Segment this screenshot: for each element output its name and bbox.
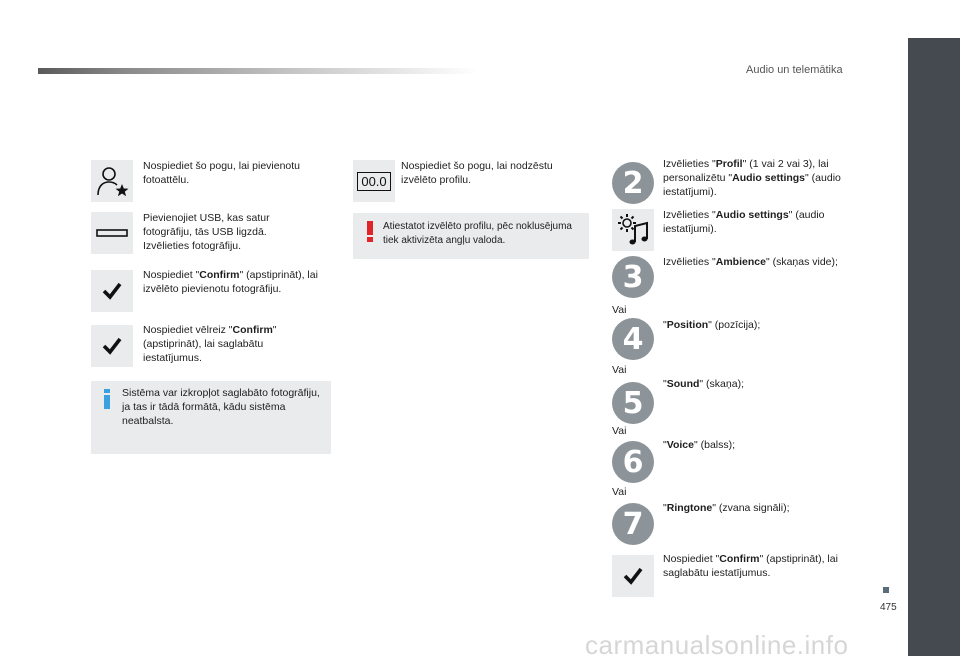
step-confirm-text: Nospiediet "Confirm" (apstiprināt), lai saglabātu iestatījumus. — [663, 553, 838, 579]
header-gradient-bar — [38, 68, 478, 74]
or-label: Vai — [612, 304, 627, 316]
step-sound-text: "Sound" (skaņa); — [663, 378, 744, 390]
step-ambience-text: Izvēlieties "Ambience" (skaņas vide); — [663, 256, 838, 268]
step-number-7: 7 — [612, 503, 654, 545]
step-number-2: 2 — [612, 162, 654, 204]
reset-profile-icon — [353, 160, 395, 202]
or-label: Vai — [612, 364, 627, 376]
usb-instructions-text: Pievienojiet USB, kas satur fotogrāfiju, tās USB ligzdā. Izvēlieties fotogrāfiju. — [143, 212, 270, 252]
watermark: carmanualsonline.info — [585, 630, 849, 660]
step-audio-settings-text: Izvēlieties "Audio settings" (audio iestatījumi). — [663, 209, 825, 235]
page-marker — [883, 587, 889, 593]
checkmark-icon — [91, 325, 133, 367]
step-voice-text: "Voice" (balss); — [663, 439, 736, 451]
profile-star-icon — [91, 160, 133, 202]
add-photo-text: Nospiediet šo pogu, lai pievienotu fotoattēlu. — [143, 160, 301, 186]
sidebar-strip — [908, 38, 960, 656]
warning-note-text: Atiestatot izvēlēto profilu, pēc noklusējuma tiek aktivizēta angļu valoda. — [383, 221, 572, 246]
step-number-4: 4 — [612, 318, 654, 360]
info-note-text: Sistēma var izkropļot saglabāto fotogrāfiju, ja tas ir tādā formātā, kādu sistēma neatbalsta. — [122, 387, 320, 427]
audio-settings-icon — [612, 209, 654, 251]
confirm-photo-text: Nospiediet "Confirm" (apstiprināt), lai izvēlēto pievienotu fotogrāfiju. — [143, 269, 318, 295]
step-number-3: 3 — [612, 256, 654, 298]
step-number-5: 5 — [612, 382, 654, 424]
step-position-text: "Position" (pozīcija); — [663, 319, 761, 331]
checkmark-icon — [91, 270, 133, 312]
confirm-save-text: Nospiediet vēlreiz "Confirm" (apstiprināt), lai saglabātu iestatījumus. — [143, 324, 277, 364]
or-label: Vai — [612, 425, 627, 437]
usb-stick-icon — [91, 212, 133, 254]
warning-icon — [366, 221, 374, 248]
checkmark-icon — [612, 555, 654, 597]
info-icon — [100, 389, 114, 414]
reset-profile-text: Nospiediet šo pogu, lai nodzēstu izvēlēto profilu. — [401, 160, 553, 186]
or-label: Vai — [612, 486, 627, 498]
step-number-6: 6 — [612, 441, 654, 483]
step-ringtone-text: "Ringtone" (zvana signāli); — [663, 502, 790, 514]
page-header-title: Audio un telemātika — [746, 64, 843, 76]
step-profil-text: Izvēlieties "Profil" (1 vai 2 vai 3), lai personalizētu "Audio settings" (audio iestatījumi). — [663, 158, 841, 198]
reset-display-label: 00.0 — [357, 172, 390, 191]
page-number: 475 — [880, 602, 897, 613]
